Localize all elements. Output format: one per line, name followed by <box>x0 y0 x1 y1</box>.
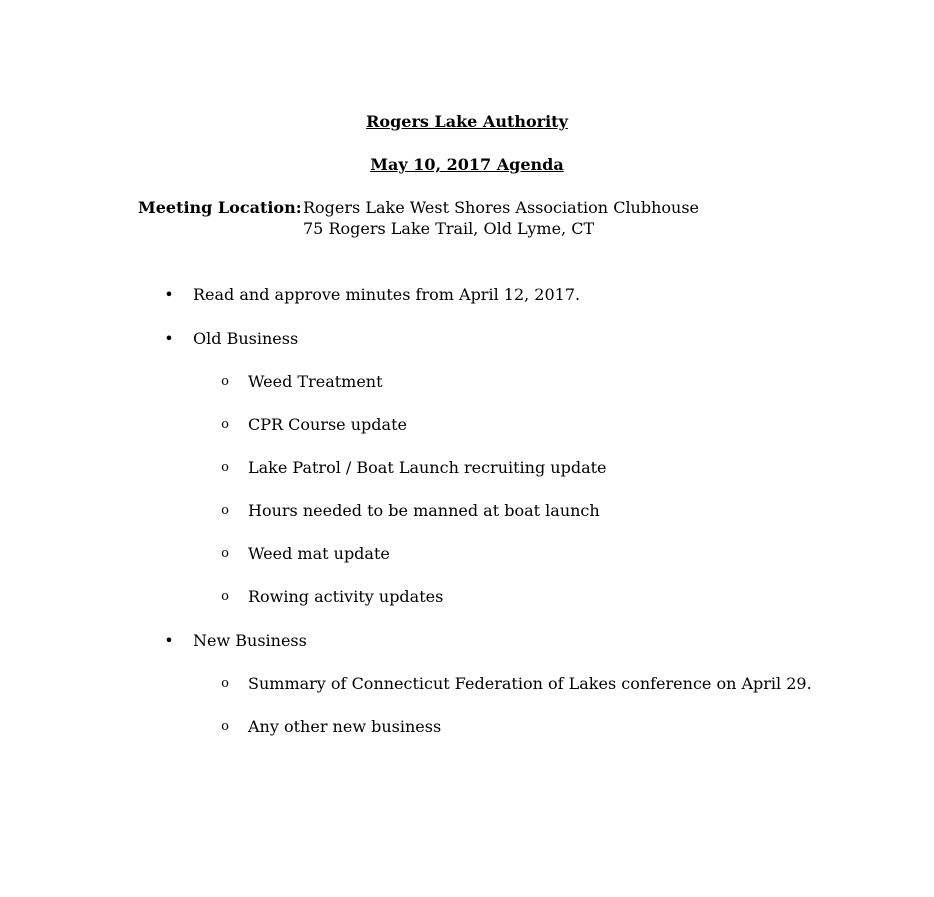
sub-bullet-icon: o <box>221 676 229 691</box>
sub-item-rowing-activity: Rowing activity updates <box>248 587 444 606</box>
sub-bullet-icon: o <box>221 417 229 432</box>
sub-item-boat-launch-hours: Hours needed to be manned at boat launch <box>248 501 600 520</box>
bullet-icon: • <box>164 285 174 304</box>
sub-item-cfl-conference: Summary of Connecticut Federation of Lakes conference on April 29. <box>248 674 812 693</box>
agenda-date-title: May 10, 2017 Agenda <box>370 155 564 174</box>
organization-title: Rogers Lake Authority <box>366 112 568 131</box>
agenda-item-approve-minutes: Read and approve minutes from April 12, 2017. <box>193 285 581 304</box>
sub-bullet-icon: o <box>221 503 229 518</box>
sub-bullet-icon: o <box>221 589 229 604</box>
sub-bullet-icon: o <box>221 460 229 475</box>
sub-bullet-icon: o <box>221 546 229 561</box>
sub-item-cpr-course: CPR Course update <box>248 415 407 434</box>
sub-item-other-new-business: Any other new business <box>248 717 442 736</box>
meeting-location-venue: Rogers Lake West Shores Association Clubhouse <box>303 198 700 217</box>
meeting-location-label: Meeting Location: <box>138 198 302 217</box>
sub-bullet-icon: o <box>221 719 229 734</box>
sub-item-weed-treatment: Weed Treatment <box>248 372 383 391</box>
sub-item-lake-patrol: Lake Patrol / Boat Launch recruiting update <box>248 458 607 477</box>
agenda-item-old-business: Old Business <box>193 329 299 348</box>
sub-bullet-icon: o <box>221 374 229 389</box>
bullet-icon: • <box>164 631 174 650</box>
sub-item-weed-mat: Weed mat update <box>248 544 390 563</box>
bullet-icon: • <box>164 329 174 348</box>
agenda-item-new-business: New Business <box>193 631 307 650</box>
meeting-location-address: 75 Rogers Lake Trail, Old Lyme, CT <box>303 219 595 238</box>
